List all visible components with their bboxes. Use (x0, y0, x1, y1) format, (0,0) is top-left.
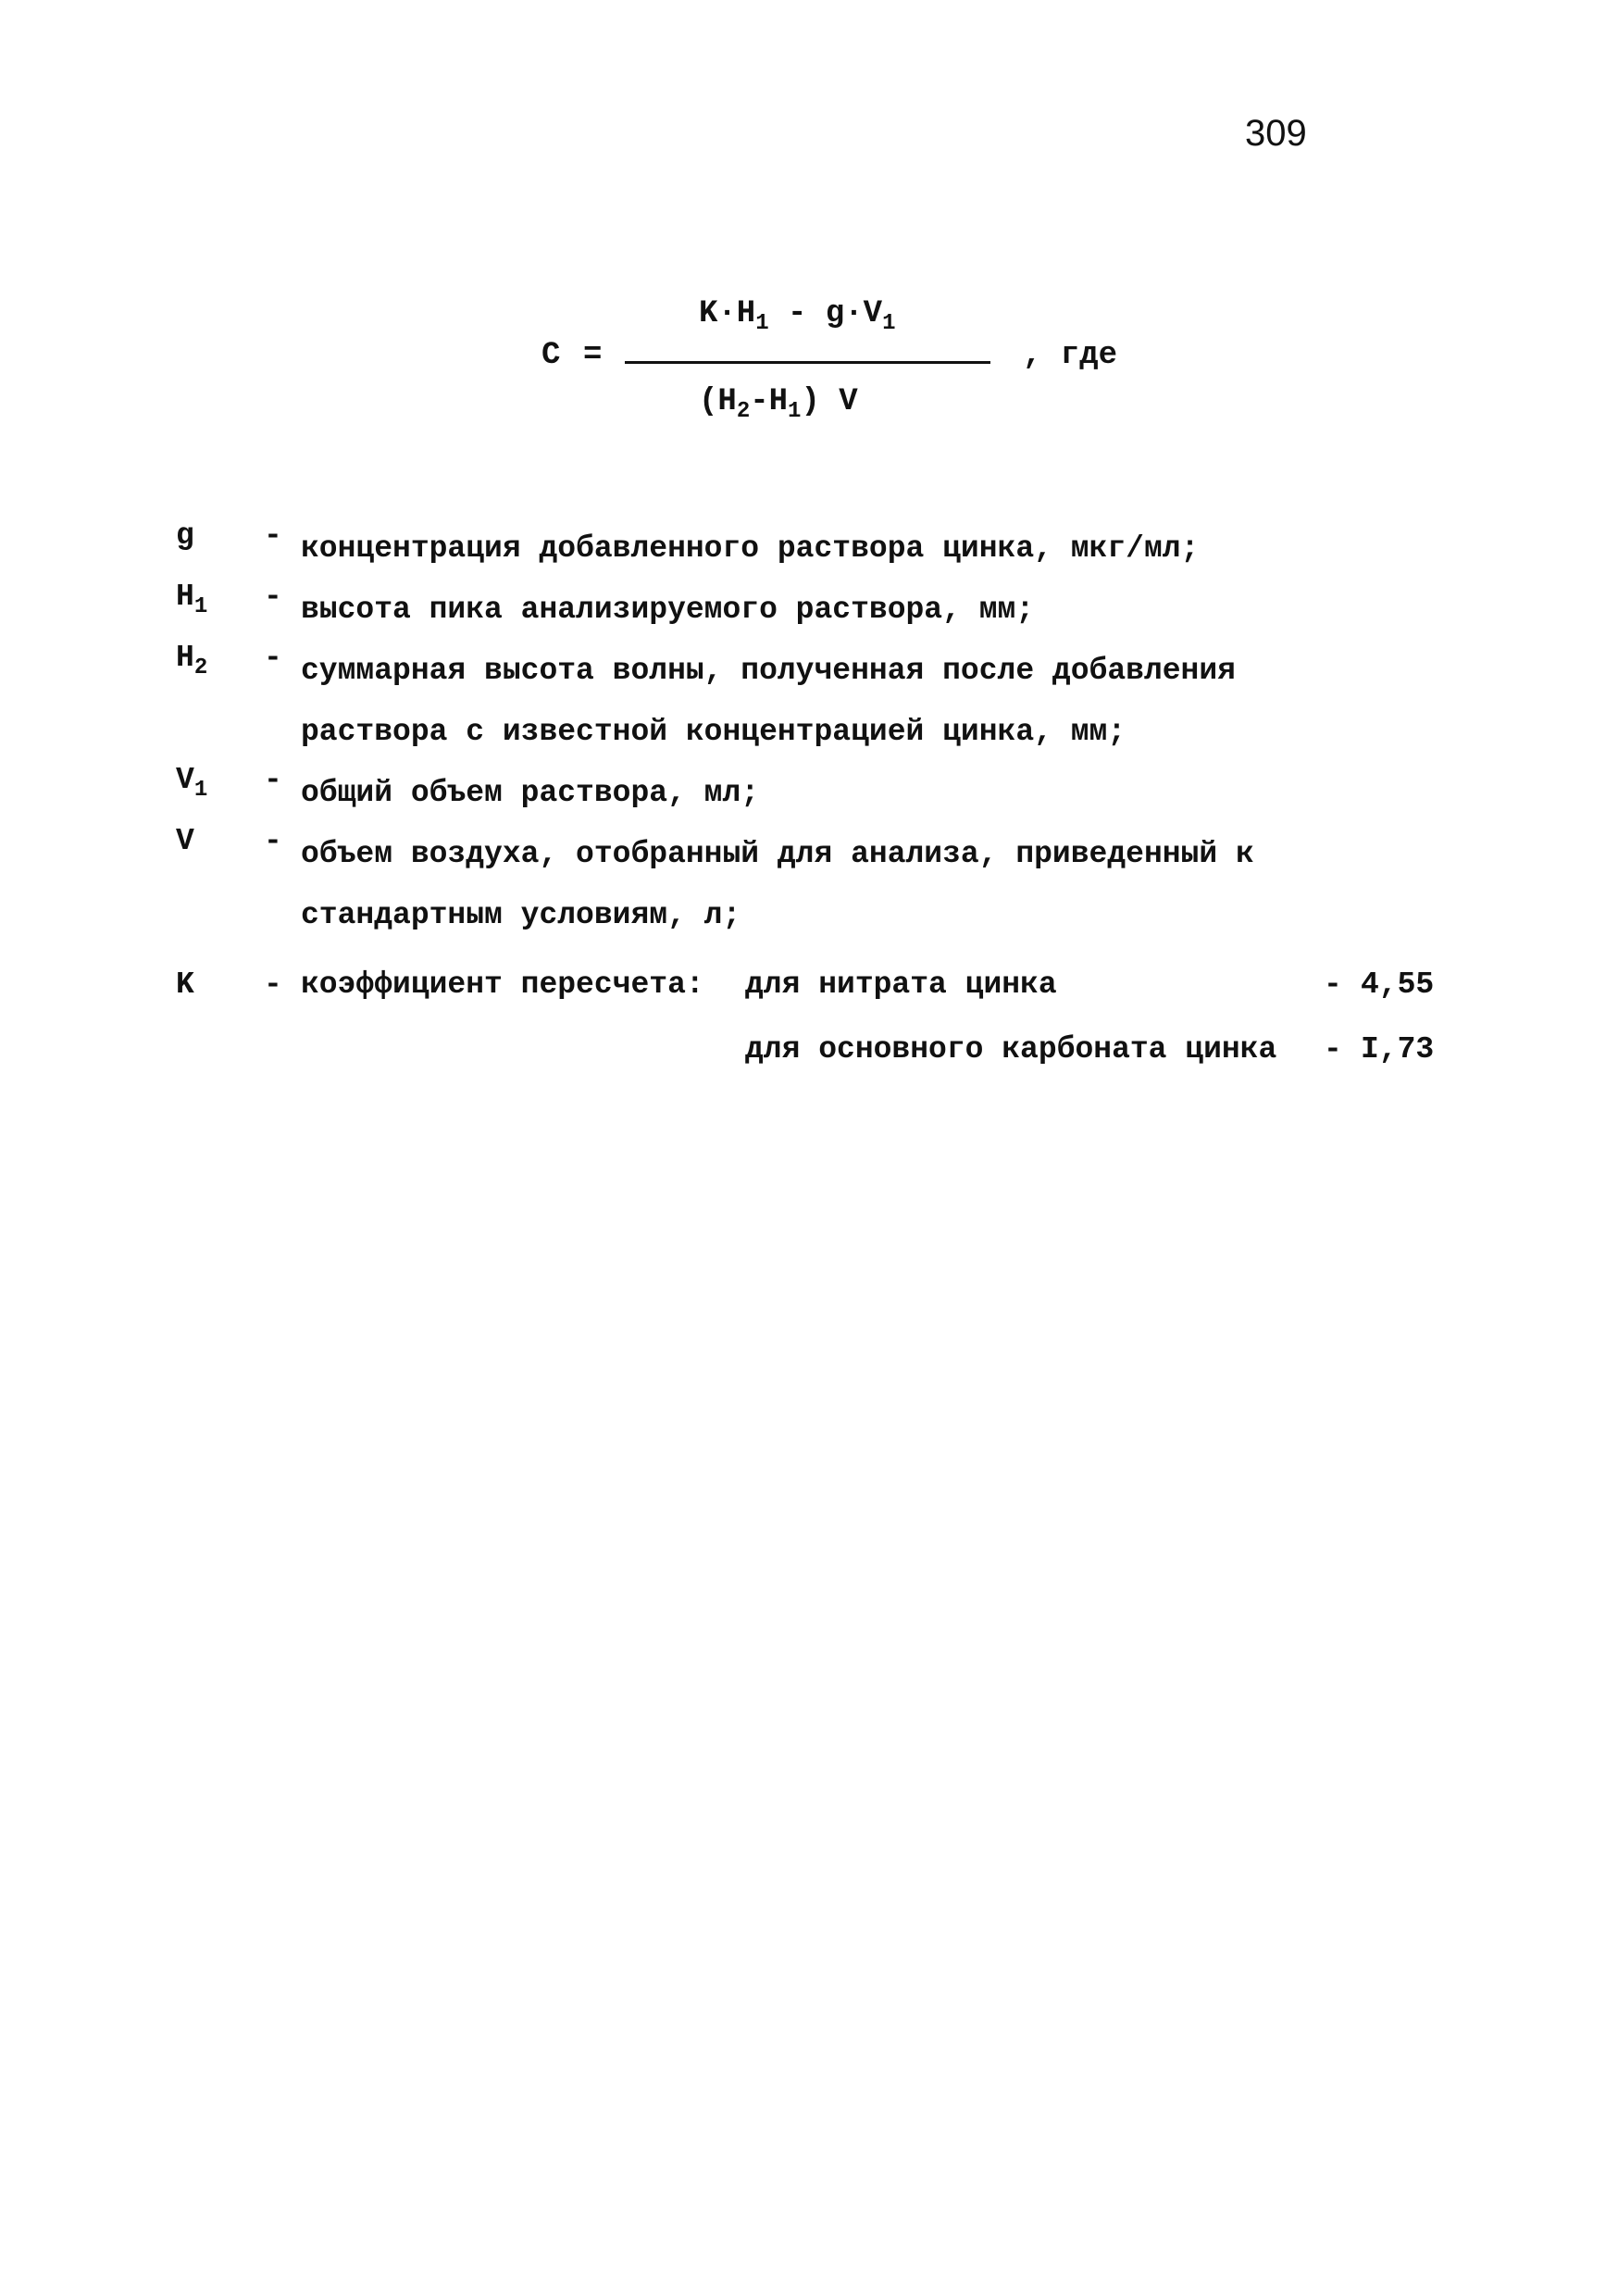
denominator-open: (H (699, 384, 737, 419)
definition-symbol (176, 518, 250, 558)
page-number: 309 (1245, 113, 1307, 154)
coefficient-dash: - (264, 967, 282, 1002)
formula (541, 296, 1134, 426)
definition-symbol (176, 763, 250, 803)
symbol-letter: H (176, 580, 194, 614)
formula-denominator (699, 384, 858, 424)
coefficient-item-dash: - (1324, 967, 1342, 1002)
definition-row (176, 824, 1453, 946)
definitions-list (176, 518, 1453, 946)
numerator-k-h: K·H (699, 296, 756, 331)
formula-lhs: C (541, 338, 561, 373)
definition-row (176, 763, 1453, 824)
definition-symbol (176, 824, 250, 864)
definition-dash: - (264, 580, 282, 614)
symbol-letter: V (176, 824, 194, 858)
denominator-h1-sub: 1 (788, 399, 802, 424)
definition-dash: - (264, 518, 282, 553)
definition-symbol (176, 580, 250, 619)
numerator-v-sub: 1 (882, 311, 896, 336)
coefficient-symbol: K (176, 967, 194, 1002)
definition-text: суммарная высота волны, полученная после добавления раствора с известной концентрацией цинка, мм; (301, 654, 1236, 749)
definition-dash: - (264, 763, 282, 797)
definition-text: общий объем раствора, мл; (301, 776, 760, 810)
denominator-mid: -H (750, 384, 789, 419)
coefficient-label: коэффициент пересчета: (301, 967, 704, 1002)
definition-row (176, 641, 1453, 763)
symbol-sub: 1 (193, 594, 208, 619)
definition-row (176, 518, 1453, 580)
symbol-letter: g (176, 518, 194, 553)
definition-text: объем воздуха, отобранный для анализа, приведенный к стандартным условиям, л; (301, 837, 1254, 932)
coefficient-item-name: для нитрата цинка (745, 967, 1057, 1002)
numerator-h-sub: 1 (755, 311, 769, 336)
definition-dash: - (264, 641, 282, 675)
definition-text: высота пика анализируемого раствора, мм; (301, 593, 1035, 627)
numerator-g-v: g·V (825, 296, 883, 331)
coefficient-item-dash: - (1324, 1032, 1342, 1067)
formula-numerator (699, 296, 895, 336)
definition-dash: - (264, 824, 282, 858)
formula-suffix: , где (1023, 338, 1118, 373)
definition-symbol (176, 641, 250, 680)
coefficient-item-value: 4,55 (1361, 967, 1435, 1002)
numerator-minus: - (768, 296, 826, 331)
denominator-h2-sub: 2 (736, 399, 751, 424)
symbol-sub: 2 (193, 655, 208, 680)
symbol-letter: H (176, 641, 194, 675)
symbol-sub: 1 (193, 778, 208, 803)
coefficient-item-name: для основного карбоната цинка (745, 1032, 1277, 1067)
definition-text: концентрация добавленного раствора цинка, мкг/мл; (301, 531, 1200, 566)
fraction-bar (625, 361, 990, 364)
formula-equals: = (583, 338, 603, 373)
coefficient-item-value: I,73 (1361, 1032, 1435, 1067)
denominator-close: ) V (801, 384, 858, 419)
definition-row (176, 580, 1453, 641)
symbol-letter: V (176, 763, 194, 797)
